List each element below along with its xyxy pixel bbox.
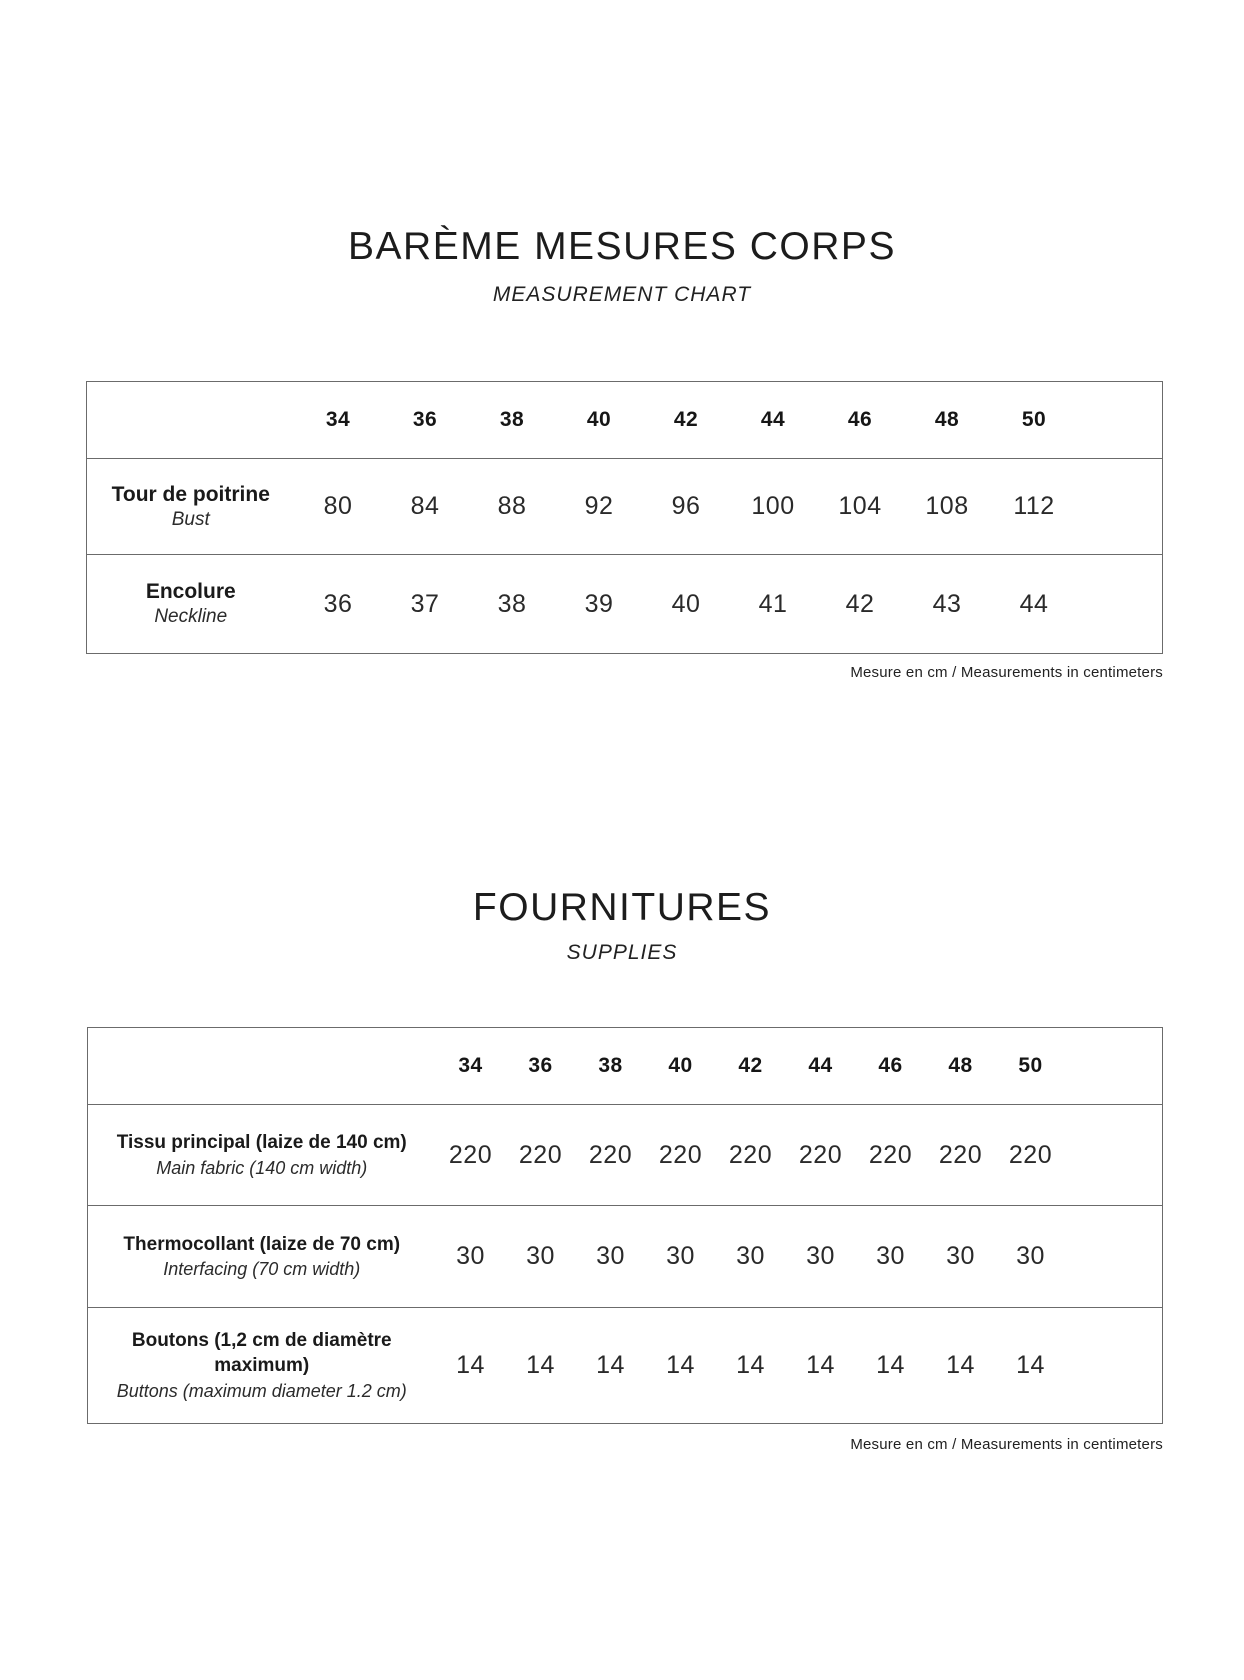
row-label-fr: Thermocollant (laize de 70 cm) [123,1233,401,1255]
spacer-cell [1078,555,1163,654]
value-cell: 36 [323,589,353,618]
value-cell: 30 [456,1242,485,1270]
table-row-main-fabric [88,1105,1163,1206]
value-cell: 220 [868,1140,913,1169]
empty-header-cell [88,1028,436,1105]
value-cell: 100 [751,492,795,520]
value-cell: 14 [526,1351,555,1379]
row-label-cell [88,1308,436,1424]
size-cell: 46 [847,408,873,431]
value-cell: 40 [671,589,701,618]
size-cell: 38 [598,1054,623,1077]
row-label-cell [88,1105,436,1206]
spacer-cell [1078,382,1163,459]
size-cell: 40 [668,1054,693,1077]
units-footnote: Mesure en cm / Measurements in centimeters [850,664,1163,681]
value-cell: 38 [497,589,527,618]
size-cell: 38 [499,408,525,431]
measurement-table [86,381,1163,654]
spacer-cell [1066,1308,1163,1424]
value-cell: 39 [584,589,614,618]
value-cell: 30 [526,1242,555,1270]
row-label-fr: Encolure [145,580,236,603]
size-cell: 34 [458,1054,483,1077]
value-cell: 14 [596,1351,625,1379]
row-label-en: Bust [171,508,210,530]
value-cell: 43 [932,589,962,618]
value-cell: 14 [946,1351,975,1379]
value-cell: 108 [925,492,969,520]
value-cell: 220 [728,1140,773,1169]
value-cell: 14 [456,1351,485,1379]
value-cell: 14 [876,1351,905,1379]
value-cell: 37 [410,589,440,618]
value-cell: 84 [410,492,440,520]
size-cell: 44 [760,408,786,431]
value-cell: 220 [448,1140,493,1169]
value-cell: 220 [938,1140,983,1169]
value-cell: 14 [1016,1351,1045,1379]
measurement-chart-title-fr: BARÈME MESURES CORPS [348,225,896,268]
value-cell: 220 [588,1140,633,1169]
size-cell: 48 [948,1054,973,1077]
size-cell: 40 [586,408,612,431]
table-row-neckline [87,555,1163,654]
row-label-en: Main fabric (140 cm width) [156,1157,368,1178]
supplies-title-fr: FOURNITURES [472,886,772,929]
spacer-cell [1066,1206,1163,1308]
size-cell: 36 [412,408,438,431]
row-label-fr-line2: maximum) [214,1355,310,1377]
row-label-en: Buttons (maximum diameter 1.2 cm) [116,1380,407,1401]
measurement-table-grid [86,381,1163,654]
value-cell: 30 [946,1242,975,1270]
value-cell: 30 [876,1242,905,1270]
size-header-row [87,382,1163,459]
size-cell: 42 [738,1054,763,1077]
supplies-title-en: SUPPLIES [566,941,678,964]
empty-header-cell [87,382,295,459]
value-cell: 112 [1013,492,1055,520]
table-row-buttons [88,1308,1163,1424]
value-cell: 220 [518,1140,563,1169]
value-cell: 14 [736,1351,765,1379]
supplies-table-grid [87,1027,1163,1424]
value-cell: 30 [736,1242,765,1270]
value-cell: 92 [584,492,614,520]
value-cell: 80 [323,492,353,520]
row-label-fr: Tour de poitrine [111,482,270,506]
table-row-interfacing [88,1206,1163,1308]
row-label-cell [88,1206,436,1308]
spacer-cell [1066,1028,1163,1105]
size-cell: 44 [808,1054,833,1077]
size-cell: 34 [325,408,351,431]
units-footnote: Mesure en cm / Measurements in centimeters [850,1436,1163,1453]
value-cell: 220 [798,1140,843,1169]
size-cell: 50 [1021,408,1047,431]
row-label-en: Neckline [154,606,228,628]
value-cell: 220 [1008,1140,1053,1169]
size-cell: 46 [878,1054,903,1077]
row-label-fr: Tissu principal (laize de 140 cm) [116,1132,407,1154]
measurement-chart-title-en: MEASUREMENT CHART [492,283,752,306]
value-cell: 41 [758,589,788,618]
value-cell: 30 [596,1242,625,1270]
value-cell: 30 [1016,1242,1045,1270]
value-cell: 30 [666,1242,695,1270]
spacer-cell [1066,1105,1163,1206]
row-label-en: Interfacing (70 cm width) [163,1259,361,1280]
value-cell: 220 [658,1140,703,1169]
size-cell: 50 [1018,1054,1043,1077]
row-label-cell [87,459,295,555]
value-cell: 96 [671,492,701,520]
table-row-bust [87,459,1163,555]
spacer-cell [1078,459,1163,555]
row-label-fr: Boutons (1,2 cm de diamètre [131,1329,392,1351]
value-cell: 42 [845,589,875,618]
size-cell: 36 [528,1054,553,1077]
value-cell: 104 [838,492,882,520]
value-cell: 30 [806,1242,835,1270]
value-cell: 88 [497,492,527,520]
size-header-row [88,1028,1163,1105]
supplies-table [87,1027,1163,1424]
size-cell: 48 [934,408,960,431]
value-cell: 44 [1019,589,1049,618]
size-cell: 42 [673,408,699,431]
row-label-cell [87,555,295,654]
value-cell: 14 [666,1351,695,1379]
value-cell: 14 [806,1351,835,1379]
